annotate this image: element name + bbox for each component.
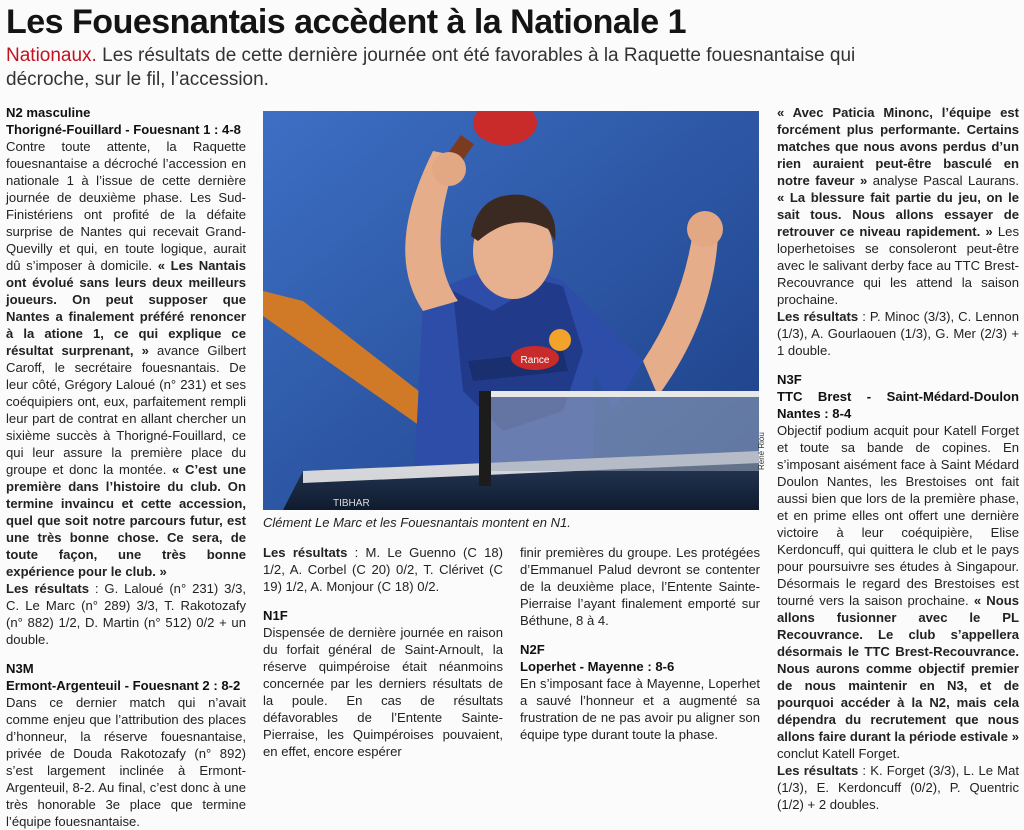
table-tennis-player-image <box>263 111 759 510</box>
results <box>777 762 1019 813</box>
results-text: : M. Le Guenno (C 18) 1/2, A. Corbel (C 20) 0/2, T. Clérivet (C 19) 1/2, A. Monjour (C 18) 0/2. <box>263 545 503 594</box>
match-title-ermont: Ermont-Argenteuil - Fouesnant 2 : 8-2 <box>6 678 241 693</box>
results-text: : K. Forget (3/3), L. Le Mat (1/3), E. Kerdoncuff (0/2), P. Quentric (1/2) + 2 doubles. <box>777 763 1019 812</box>
deck-text: Les résultats de cette dernière journée ont été favorables à la Raquette fouesnantaise qui décroche, sur le fil, l’accession. <box>6 45 856 90</box>
results-label: Les résultats <box>263 545 348 560</box>
paragraph: Dans ce dernier match qui n’avait comme enjeu que l’attribution des places d’honneur, la réserve fouesnantaise, privée de Douda Rakotozafy (n° 892) s’est largement inclinée à Ermont-Argenteuil, 8-2. Au final, c’est donc à une très honorable 3e place que termine l’équipe fouesnantaise. <box>6 695 246 829</box>
shirt-logo-text: Rance <box>520 355 550 366</box>
paragraph: finir premières du groupe. Les protégées d’Emmanuel Palud devront se contenter de la deuxième place, l’Entente Sainte-Pierraise l’ayant finalement emporté sur Béthune, 8 à 4. <box>520 545 760 628</box>
results-text: : P. Minoc (3/3), C. Lennon (1/3), A. Gourlaouen (1/3), G. Mer (2/3) + 1 double. <box>777 309 1019 358</box>
deck-kicker: Nationaux. <box>6 45 97 66</box>
article-deck <box>6 44 866 92</box>
column-2 <box>263 544 503 760</box>
paragraph: Dispensée de dernière journée en raison du forfait général de Saint-Arnoult, la réserve quimpéroise était néanmoins concernée par les derniers résultats de la poule. En cas de résultats défavorables de l’Entente Sainte-Pierraise, les Quimpéroises pouvaient, en effet, encore espérer <box>263 625 503 759</box>
paragraph: En s’imposant face à Mayenne, Loperhet a sauvé l’honneur et a augmenté sa frustration de ne pas avoir pu aligner son équipe type durant toute la phase. <box>520 676 760 742</box>
match-title-loperhet: Loperhet - Mayenne : 8-6 <box>520 659 675 674</box>
column-1 <box>6 104 246 830</box>
quote: « Nous allons fusionner avec le PL Recouvrance. Le club s’appellera désormais le TTC Brest-Recouvrance. Nous aurons comme objectif premier de nous maintenir en N3, et de pourquoi accéder à la N2, mais cela dépendra du recrutement que nous allons faire durant la période estivale » <box>777 593 1019 744</box>
section-title-n2-masculine: N2 masculine <box>6 105 91 120</box>
photo-credit: René Riou <box>757 432 766 470</box>
paragraph <box>777 422 1019 762</box>
column-4 <box>777 104 1019 813</box>
text: analyse Pascal Laurans. <box>867 173 1019 188</box>
text: avance Gilbert Caroff, le secrétaire fouesnantais. De leur côté, Grégory Laloué (n° 231) et ses coéquipiers ont, eux, parfaitement rempli leur part de contrat en allant chercher un sixième succès à Thorigné-Fouillard, ce qui leur assure la première place du groupe et donc la montée. <box>6 343 246 477</box>
text: Contre toute attente, la Raquette fouesnantaise a décroché l’accession en nationale 1 à l’issue de cette dernière journée de deuxième phase. Les Sud-Finistériens ont profité de la défaite surprise de Nantes qui recevait Grand-Quevilly et qui, en toute logique, aurait dû s’imposer à domicile. <box>6 139 246 273</box>
quote: « C’est une première dans l’histoire du club. On termine invaincu et cette accession, quel que soit notre parcours futur, est une très bonne chose. Ce sera, de toute façon, une très bonne expérience pour le club. » <box>6 462 247 579</box>
text: Objectif podium acquit pour Katell Forget et toute sa bande de copines. En s’imposant aisément face à Saint Médard Doulon Nantes, les Brestoises ont fait aussi bien que lors de la première phase, et en prime elles ont offert une dernière victoire à leur coéquipière, Elise Kerdoncuff, qui quittera le club et le pays pour poursuivre ses études à Singapour. Désormais le regard des Brestoises est tourné vers la saison prochaine. <box>777 423 1019 608</box>
text: conclut Katell Forget. <box>777 746 900 761</box>
svg-text:TIBHAR: TIBHAR <box>333 498 370 509</box>
photo-caption: Clément Le Marc et les Fouesnantais montent en N1. <box>263 515 571 530</box>
results-label: Les résultats <box>777 763 859 778</box>
results-text: : G. Laloué (n° 231) 3/3, C. Le Marc (n° 289) 3/3, T. Rakotozafy (n° 882) 1/2, D. Martin (n° 512) 0/2 + un double. <box>6 581 246 647</box>
paragraph <box>6 138 246 580</box>
quote: « Les Nantais ont évolué sans leurs deux meilleurs joueurs. On peut supposer que Nantes a finalement préféré renoncer à la atione 1, ce qui explique ce résultat surprenant, » <box>6 258 246 358</box>
text: Les loperhetoises se consoleront peut-être avec le salivant derby face au TTC Brest-Recouvrance qui les attend la saison prochaine. <box>777 224 1019 307</box>
results <box>777 308 1019 359</box>
quote: « La blessure fait partie du jeu, on le sait tous. Nous allons essayer de retrouver ce niveau rapidement. » <box>777 190 1019 239</box>
article-photo <box>263 111 759 510</box>
results-label: Les résultats <box>777 309 859 324</box>
paragraph <box>777 104 1019 308</box>
headline: Les Fouesnantais accèdent à la Nationale 1 <box>6 3 687 41</box>
match-title-brest: TTC Brest - Saint-Médard-Doulon Nantes : 8-4 <box>777 389 1019 421</box>
section-title-n3f: N3F <box>777 372 802 387</box>
results <box>6 580 246 648</box>
column-3 <box>520 544 760 743</box>
section-title-n2f: N2F <box>520 642 545 657</box>
results-label: Les résultats <box>6 581 90 596</box>
quote: « Avec Paticia Minonc, l’équipe est forcément plus performante. Certains matches que nous avons perdus d’un rien auraient peut-être basculé en notre faveur » <box>777 105 1019 188</box>
section-title-n1f: N1F <box>263 608 288 623</box>
section-title-n3m: N3M <box>6 661 34 676</box>
results <box>263 544 503 595</box>
match-title-thorigne: Thorigné-Fouillard - Fouesnant 1 : 4-8 <box>6 122 241 137</box>
